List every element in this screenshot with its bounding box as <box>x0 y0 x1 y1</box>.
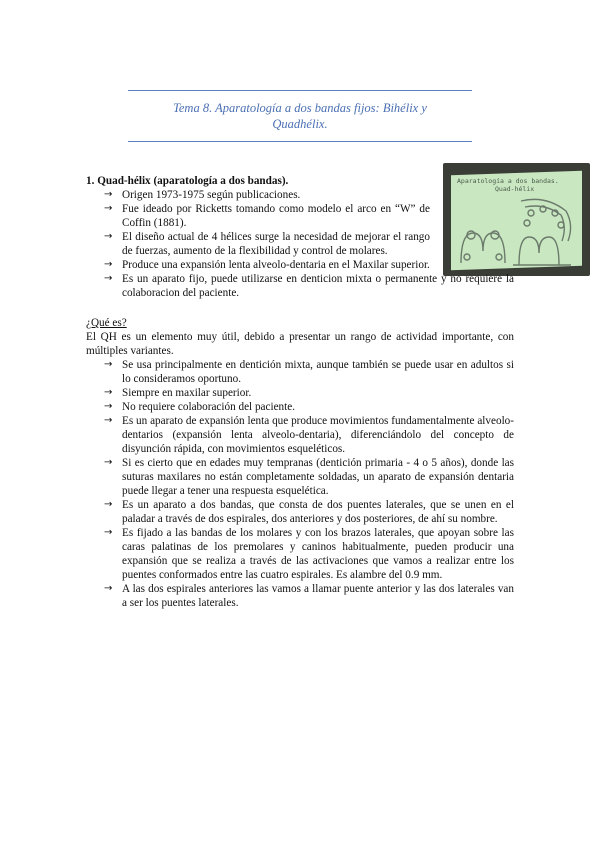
list-item <box>86 258 430 272</box>
list-item-text: Se usa principalmente en dentición mixta, aunque también se puede usar en adultos si lo consideramos oportuno. <box>122 359 514 385</box>
list-item <box>86 202 430 230</box>
slide-title-line-1: Aparatología a dos bandas. <box>457 177 559 185</box>
list-item <box>86 414 514 456</box>
arrow-right-icon: → <box>104 203 113 214</box>
slide-title-line-2: Quad-hélix <box>495 185 535 193</box>
list-item <box>86 230 430 258</box>
list-item <box>86 582 514 610</box>
section-2-heading: ¿Qué es? <box>86 317 127 329</box>
section-1-heading: 1. Quad-hélix (aparatología a dos bandas). <box>86 175 289 187</box>
title-line-1: Tema 8. Aparatología a dos bandas fijos: Bihélix y <box>173 101 427 115</box>
title-top-rule <box>128 90 472 91</box>
list-item <box>86 272 514 300</box>
arrow-right-icon: → <box>104 273 113 284</box>
list-item-text: Es un aparato fijo, puede utilizarse en denticion mixta o permanente y no requiere la colaboracion del paciente. <box>122 273 514 299</box>
arrow-right-icon: → <box>104 457 113 468</box>
arrow-right-icon: → <box>104 415 113 426</box>
title-line-2: Quadhélix. <box>272 117 328 131</box>
section-2-intro: El QH es un elemento muy útil, debido a presentar un rango de actividad importante, con múltiples variantes. <box>86 331 514 357</box>
list-item <box>86 188 430 202</box>
list-item <box>86 456 514 498</box>
arrow-right-icon: → <box>104 359 113 370</box>
document-body <box>86 174 514 610</box>
list-item-text: Es un aparato a dos bandas, que consta de dos puentes laterales, que se unen en el paladar a través de dos espirales, dos anteriores y dos posteriores, de ahí su nombre. <box>122 499 514 525</box>
arrow-right-icon: → <box>104 583 113 594</box>
list-item-text: El diseño actual de 4 hélices surge la necesidad de mejorar el rango de fuerzas, aumento de la flexibilidad y control de molares. <box>122 231 430 257</box>
list-item <box>86 498 514 526</box>
list-item-text: Origen 1973-1975 según publicaciones. <box>122 189 301 201</box>
list-item <box>86 386 514 400</box>
list-item-text: Es fijado a las bandas de los molares y con los brazos laterales, que apoyan sobre las caras palatinas de los premolares y caninos habitualmente, pueden producir una expansión que se realiza a través de las activaciones que vamos a realizar entre los puentes conformados entre las cuatro espirales. Es alambre del 0.9 mm. <box>122 527 514 581</box>
list-item-text: Produce una expansión lenta alveolo-dentaria en el Maxilar superior. <box>122 259 430 271</box>
page-title <box>128 100 472 132</box>
list-item <box>86 358 514 386</box>
list-item <box>86 400 514 414</box>
arrow-right-icon: → <box>104 499 113 510</box>
list-item-text: Es un aparato de expansión lenta que produce movimientos fundamentalmente alveolo- dentarios (expansión lenta alveolo-dentaria), diferenciándolo del concepto de disyunción rápida, con movimientos esqueléticos. <box>122 415 514 455</box>
arrow-right-icon: → <box>104 189 113 200</box>
arrow-right-icon: → <box>104 231 113 242</box>
list-item-text: Fue ideado por Ricketts tomando como modelo el arco en “W” de Coffin (1881). <box>122 203 430 229</box>
list-item-text: Siempre en maxilar superior. <box>122 387 252 399</box>
arrow-right-icon: → <box>104 401 113 412</box>
arrow-right-icon: → <box>104 387 113 398</box>
list-item-text: No requiere colaboración del paciente. <box>122 401 296 413</box>
list-item-text: A las dos espirales anteriores las vamos a llamar puente anterior y las dos laterales van a ser los puentes laterales. <box>122 583 514 609</box>
arrow-right-icon: → <box>104 259 113 270</box>
title-bottom-rule <box>128 141 472 142</box>
section-2-list <box>86 358 514 610</box>
list-item-text: Si es cierto que en edades muy tempranas (dentición primaria - 4 o 5 años), donde las suturas maxilares no están completamente soldadas, un aparato de expansión dentaria puede llegar a tener una respuesta esquelética. <box>122 457 514 497</box>
arrow-right-icon: → <box>104 527 113 538</box>
list-item <box>86 526 514 582</box>
section-1-list <box>86 188 514 300</box>
